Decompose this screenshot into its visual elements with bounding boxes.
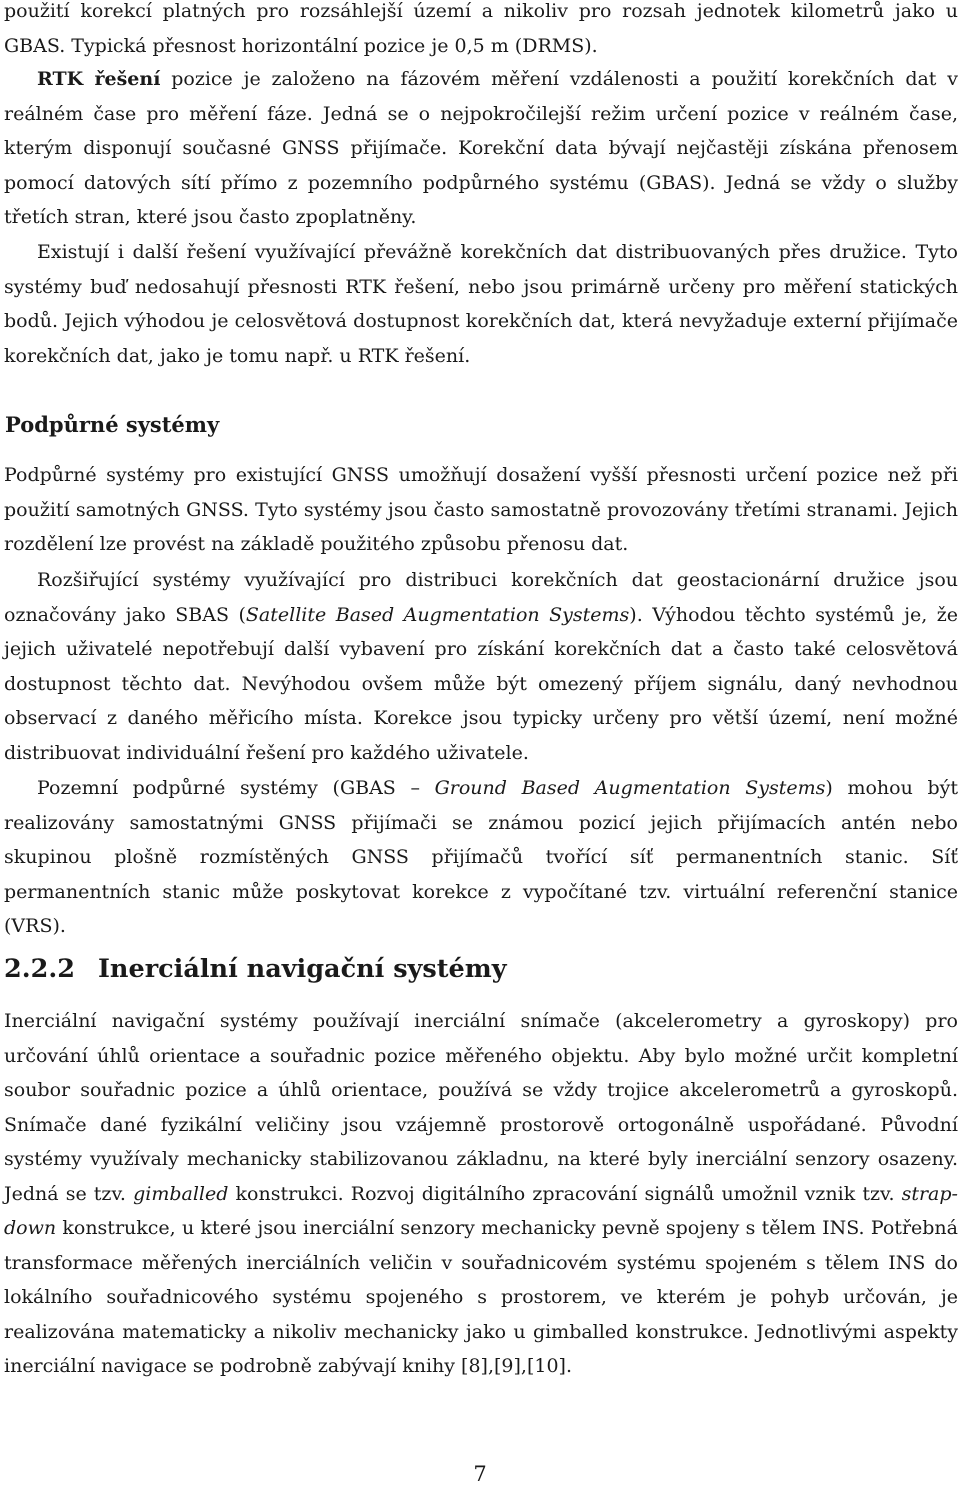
section-title: Inerciální navigační systémy bbox=[98, 954, 507, 984]
paragraph-other-solutions bbox=[4, 235, 958, 373]
paragraph-text: Podpůrné systémy pro existující GNSS umožňují dosažení vyšší přesnosti určení pozice než při použití samotných GNSS. Tyto systémy jsou často samostatně provozovány třetími stranami. Jejich rozdělení lze provést na základě použitého způsobu přenosu dat. bbox=[4, 464, 958, 555]
paragraph-ins bbox=[4, 1004, 958, 1384]
paragraph-text: Rozšiřující systémy využívající pro distribuci korekčních dat geostacionární družice jsou označovány jako SBAS ( bbox=[4, 569, 958, 626]
paragraph-text: pozice je založeno na fázovém měření vzdálenosti a použití korekčních dat v reálném čase pro měření fáze. Jedná se o nejpokročilejší režim určení pozice v reálném čase, kterým disponují současné GNSS přijímače. Korekční data bývají nejčastěji získána přenosem pomocí datových sítí přímo z pozemního podpůrného systému (GBAS). Jedná se vždy o služby třetích stran, které jsou často zpoplatněny. bbox=[4, 68, 958, 228]
italic-term-sbas: Satellite Based Augmentation Systems bbox=[245, 603, 630, 626]
paragraph-text: konstrukce, u které jsou inerciální senzory mechanicky pevně spojeny s tělem INS. Potřebná transformace měřených inerciálních veličin v souřadnicovém systému spojeném s tělem INS do lokálního souřadnicového systému spojeného s prostorem, ve kterém je pohyb určován, je realizována matematicky a nikoliv mechanicky jako u gimballed konstrukce. Jednotlivými aspekty inerciální navigace se podrobně zabývají knihy [8],[9],[10]. bbox=[4, 1217, 958, 1377]
italic-term-gimballed: gimballed bbox=[133, 1182, 229, 1205]
section-number: 2.2.2 bbox=[4, 954, 75, 984]
paragraph-text: Existují i další řešení využívající převážně korekčních dat distribuovaných přes družice. Tyto systémy buď nedosahují přesnosti RTK řešení, nebo jsou primárně určeny pro měření statických bodů. Jejich výhodou je celosvětová dostupnost korekčních dat, která nevyžaduje externí přijímače korekčních dat, jako je tomu např. u RTK řešení. bbox=[4, 241, 958, 367]
paragraph-support-intro bbox=[4, 458, 958, 562]
paragraph-text: Inerciální navigační systémy používají inerciální snímače (akcelerometry a gyroskopy) pro určování úhlů orientace a souřadnic pozice měřeného objektu. Aby bylo možné určit kompletní soubor souřadnic pozice a úhlů orientace, používá se vždy trojice akcelerometrů a gyroskopů. Snímače dané fyzikální veličiny jsou vzájemně prostorově ortogonálně uspořádané. Původní systémy využívaly mechanicky stabilizovanou základnu, na které byly inerciální senzory osazeny. Jedná se tzv. bbox=[4, 1010, 958, 1205]
italic-term-gbas: Ground Based Augmentation Systems bbox=[434, 777, 826, 799]
bold-term-rtk: RTK řešení bbox=[37, 68, 161, 90]
subheading-support-systems: Podpůrné systémy bbox=[5, 412, 220, 437]
paragraph-text: ). Výhodou těchto systémů je, že jejich uživatelé nepotřebují další vybavení pro získání korekčních dat a často také celosvětová dostupnost těchto dat. Nevýhodou ovšem může být omezený příjem signálu, daný nevhodnou observací z daného měřicího místa. Korekce jsou typicky určeny pro větší území, není možné distribuovat individuální řešení pro každého uživatele. bbox=[4, 603, 959, 764]
paragraph-rtk bbox=[4, 62, 958, 235]
paragraph-text: konstrukci. Rozvoj digitálního zpracování signálů umožnil vznik tzv. bbox=[228, 1182, 902, 1205]
section-heading bbox=[4, 951, 507, 987]
paragraph-gbas bbox=[4, 771, 958, 944]
paragraph-text: ) mohou být realizovány samostatnými GNSS přijímači se známou pozicí jejich přijímacích antén nebo skupinou plošně rozmístěných GNSS přijímačů tvořící síť permanentních stanic. Síť permanentních stanic může poskytovat korekce z vypočítané tzv. virtuální referenční stanice (VRS). bbox=[4, 777, 958, 937]
page-number: 7 bbox=[473, 1462, 487, 1486]
paragraph-sbas bbox=[4, 563, 958, 770]
paragraph-text: Pozemní podpůrné systémy (GBAS – bbox=[37, 777, 435, 799]
paragraph-gbas-accuracy bbox=[4, 0, 958, 63]
paragraph-text: použití korekcí platných pro rozsáhlejší území a nikoliv pro rozsah jednotek kilometrů jako u GBAS. Typická přesnost horizontální pozice je 0,5 m (DRMS). bbox=[4, 0, 958, 57]
italic-term-strap-down: strap-down bbox=[4, 1182, 958, 1239]
